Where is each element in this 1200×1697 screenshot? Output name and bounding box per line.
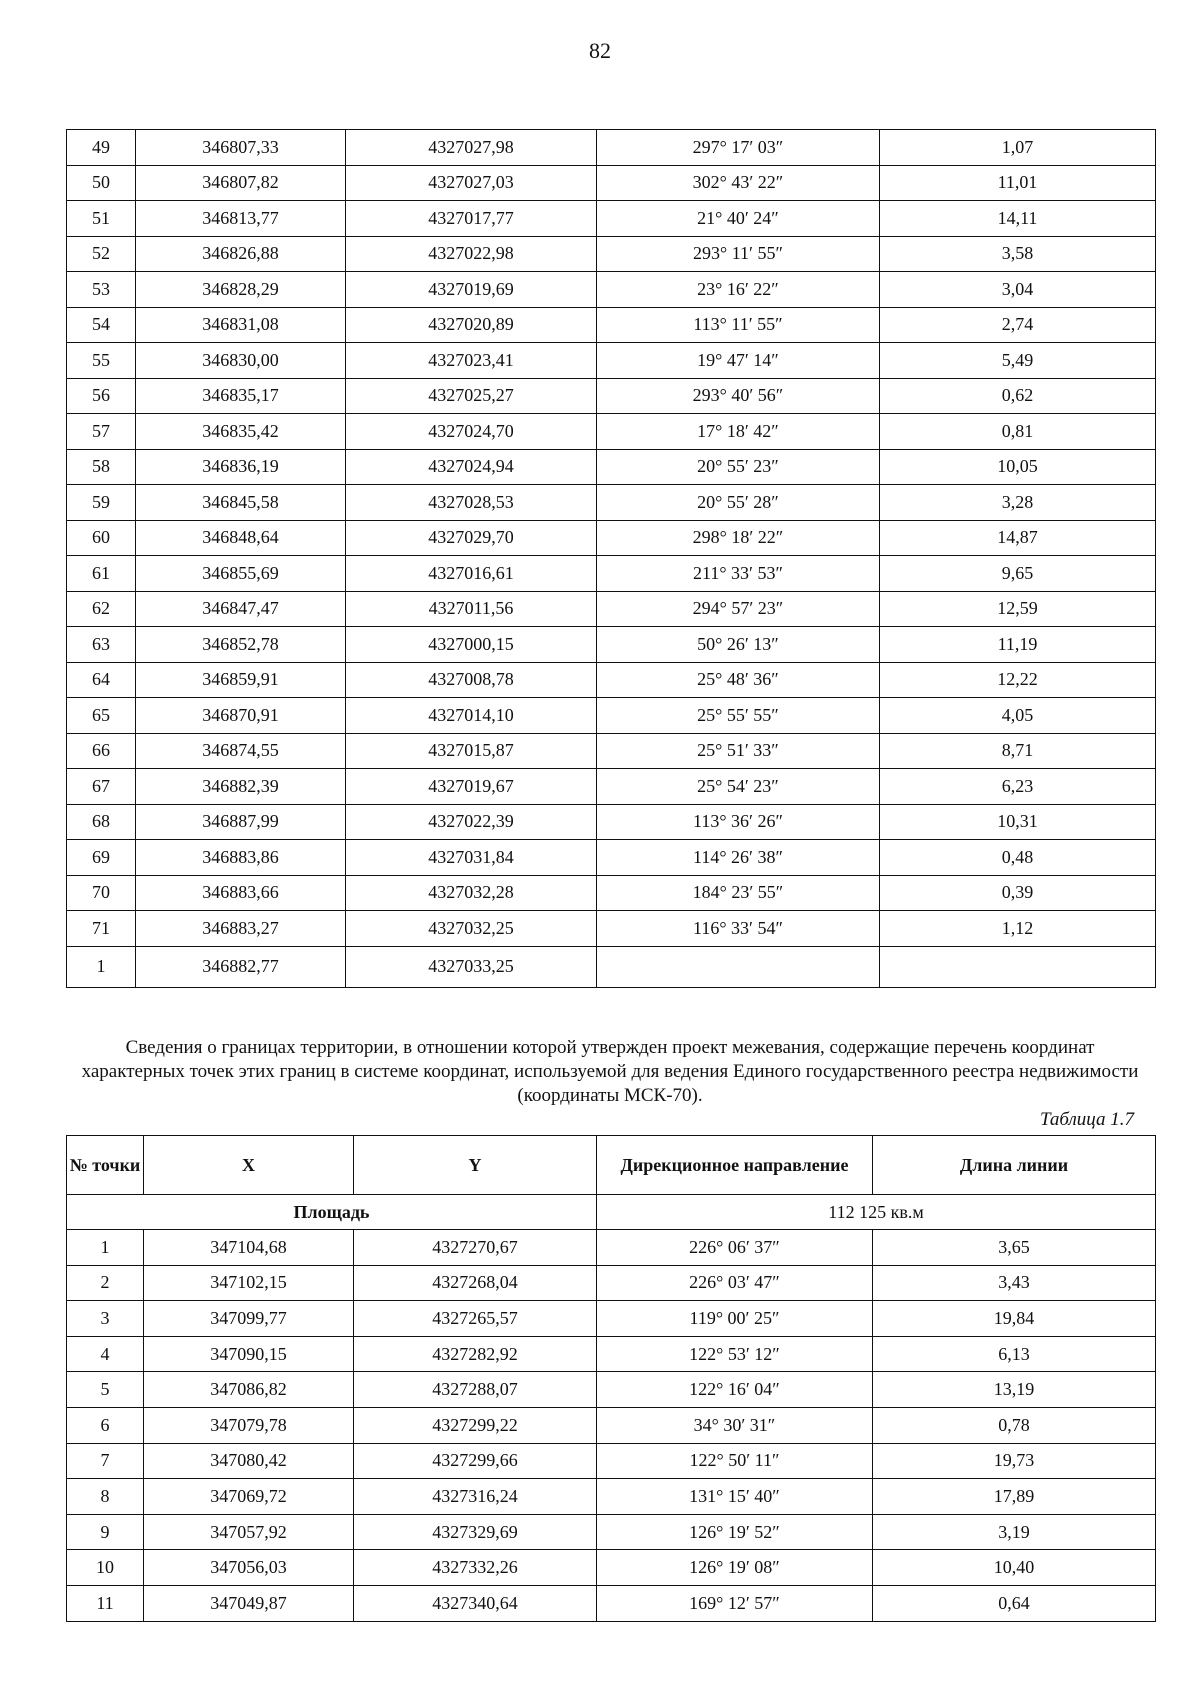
cell-y: 4327265,57 <box>354 1301 597 1337</box>
cell-point-number: 51 <box>67 201 136 237</box>
cell-x: 347090,15 <box>144 1336 354 1372</box>
cell-y: 4327027,98 <box>346 130 597 166</box>
cell-x: 347069,72 <box>144 1479 354 1515</box>
cell-direction: 184° 23′ 55″ <box>597 875 880 911</box>
cell-y: 4327025,27 <box>346 378 597 414</box>
table-row <box>67 1336 1156 1372</box>
cell-direction: 20° 55′ 28″ <box>597 485 880 521</box>
cell-x: 346870,91 <box>136 698 346 734</box>
cell-y: 4327020,89 <box>346 307 597 343</box>
cell-y: 4327015,87 <box>346 733 597 769</box>
cell-point-number: 64 <box>67 662 136 698</box>
cell-point-number: 63 <box>67 627 136 663</box>
cell-length: 5,49 <box>880 343 1156 379</box>
cell-point-number: 1 <box>67 1230 144 1266</box>
table-row <box>67 165 1156 201</box>
cell-direction: 131° 15′ 40″ <box>597 1479 873 1515</box>
cell-point-number: 57 <box>67 414 136 450</box>
cell-x: 346847,47 <box>136 591 346 627</box>
cell-length: 17,89 <box>873 1479 1156 1515</box>
cell-length: 0,64 <box>873 1585 1156 1621</box>
table-row <box>67 840 1156 876</box>
cell-x: 347086,82 <box>144 1372 354 1408</box>
cell-x: 346845,58 <box>136 485 346 521</box>
cell-direction: 122° 53′ 12″ <box>597 1336 873 1372</box>
area-label: Площадь <box>67 1195 597 1230</box>
cell-y: 4327024,70 <box>346 414 597 450</box>
cell-x: 347079,78 <box>144 1407 354 1443</box>
cell-point-number: 59 <box>67 485 136 521</box>
cell-x: 346882,77 <box>136 946 346 987</box>
cell-direction: 23° 16′ 22″ <box>597 272 880 308</box>
table-row <box>67 378 1156 414</box>
table-row <box>67 1443 1156 1479</box>
table-row <box>67 1514 1156 1550</box>
cell-length: 10,05 <box>880 449 1156 485</box>
table-row <box>67 733 1156 769</box>
cell-y: 4327028,53 <box>346 485 597 521</box>
cell-direction: 113° 11′ 55″ <box>597 307 880 343</box>
cell-x: 346855,69 <box>136 556 346 592</box>
table-row <box>67 804 1156 840</box>
cell-x: 346826,88 <box>136 236 346 272</box>
cell-length: 12,59 <box>880 591 1156 627</box>
table-row <box>67 1585 1156 1621</box>
table-row <box>67 698 1156 734</box>
cell-y: 4327023,41 <box>346 343 597 379</box>
cell-y: 4327022,98 <box>346 236 597 272</box>
cell-x: 346883,86 <box>136 840 346 876</box>
cell-y: 4327268,04 <box>354 1265 597 1301</box>
cell-direction: 169° 12′ 57″ <box>597 1585 873 1621</box>
table-row <box>67 1550 1156 1586</box>
cell-direction: 226° 03′ 47″ <box>597 1265 873 1301</box>
cell-y: 4327029,70 <box>346 520 597 556</box>
cell-y: 4327288,07 <box>354 1372 597 1408</box>
cell-point-number: 5 <box>67 1372 144 1408</box>
cell-point-number: 56 <box>67 378 136 414</box>
cell-point-number: 61 <box>67 556 136 592</box>
cell-direction: 114° 26′ 38″ <box>597 840 880 876</box>
cell-length: 0,62 <box>880 378 1156 414</box>
table-row <box>67 591 1156 627</box>
cell-point-number: 4 <box>67 1336 144 1372</box>
cell-point-number: 60 <box>67 520 136 556</box>
table-row <box>67 414 1156 450</box>
cell-x: 347057,92 <box>144 1514 354 1550</box>
cell-direction: 126° 19′ 08″ <box>597 1550 873 1586</box>
cell-direction: 116° 33′ 54″ <box>597 911 880 947</box>
cell-length: 8,71 <box>880 733 1156 769</box>
cell-point-number: 52 <box>67 236 136 272</box>
header-y: Y <box>354 1136 597 1195</box>
cell-y: 4327329,69 <box>354 1514 597 1550</box>
cell-x: 347102,15 <box>144 1265 354 1301</box>
cell-direction: 302° 43′ 22″ <box>597 165 880 201</box>
cell-x: 346807,82 <box>136 165 346 201</box>
table-row <box>67 485 1156 521</box>
cell-y: 4327016,61 <box>346 556 597 592</box>
cell-length: 4,05 <box>880 698 1156 734</box>
cell-length: 11,19 <box>880 627 1156 663</box>
table-row <box>67 307 1156 343</box>
cell-y: 4327332,26 <box>354 1550 597 1586</box>
cell-direction: 17° 18′ 42″ <box>597 414 880 450</box>
table-row <box>67 1230 1156 1266</box>
cell-length: 14,87 <box>880 520 1156 556</box>
cell-length: 3,65 <box>873 1230 1156 1266</box>
header-line-length: Длина линии <box>873 1136 1156 1195</box>
cell-point-number: 10 <box>67 1550 144 1586</box>
cell-point-number: 55 <box>67 343 136 379</box>
cell-x: 347049,87 <box>144 1585 354 1621</box>
cell-x: 346882,39 <box>136 769 346 805</box>
cell-point-number: 2 <box>67 1265 144 1301</box>
cell-direction: 294° 57′ 23″ <box>597 591 880 627</box>
cell-point-number: 70 <box>67 875 136 911</box>
cell-y: 4327316,24 <box>354 1479 597 1515</box>
cell-y: 4327011,56 <box>346 591 597 627</box>
cell-y: 4327032,28 <box>346 875 597 911</box>
table-row <box>67 1301 1156 1337</box>
cell-length: 6,13 <box>873 1336 1156 1372</box>
cell-point-number: 53 <box>67 272 136 308</box>
cell-y: 4327270,67 <box>354 1230 597 1266</box>
coordinates-table-continued <box>66 129 1156 988</box>
cell-length: 9,65 <box>880 556 1156 592</box>
cell-length: 19,73 <box>873 1443 1156 1479</box>
cell-length: 0,81 <box>880 414 1156 450</box>
cell-direction: 119° 00′ 25″ <box>597 1301 873 1337</box>
cell-point-number: 9 <box>67 1514 144 1550</box>
cell-length: 3,43 <box>873 1265 1156 1301</box>
cell-length: 6,23 <box>880 769 1156 805</box>
cell-x: 346831,08 <box>136 307 346 343</box>
header-point-number: № точки <box>67 1136 144 1195</box>
cell-x: 346835,42 <box>136 414 346 450</box>
cell-direction: 50° 26′ 13″ <box>597 627 880 663</box>
cell-y: 4327282,92 <box>354 1336 597 1372</box>
table-row <box>67 520 1156 556</box>
cell-length: 0,39 <box>880 875 1156 911</box>
cell-x: 346828,29 <box>136 272 346 308</box>
cell-length: 3,28 <box>880 485 1156 521</box>
cell-direction: 226° 06′ 37″ <box>597 1230 873 1266</box>
cell-direction: 25° 48′ 36″ <box>597 662 880 698</box>
table-row <box>67 911 1156 947</box>
cell-direction: 126° 19′ 52″ <box>597 1514 873 1550</box>
cell-y: 4327299,66 <box>354 1443 597 1479</box>
header-direction: Дирекционное направление <box>597 1136 873 1195</box>
cell-point-number: 58 <box>67 449 136 485</box>
cell-y: 4327014,10 <box>346 698 597 734</box>
cell-direction: 25° 51′ 33″ <box>597 733 880 769</box>
cell-length: 12,22 <box>880 662 1156 698</box>
cell-length <box>880 946 1156 987</box>
cell-point-number: 11 <box>67 1585 144 1621</box>
table-row <box>67 769 1156 805</box>
cell-y: 4327008,78 <box>346 662 597 698</box>
cell-length: 0,78 <box>873 1407 1156 1443</box>
cell-point-number: 7 <box>67 1443 144 1479</box>
cell-x: 346874,55 <box>136 733 346 769</box>
cell-length: 1,12 <box>880 911 1156 947</box>
cell-direction: 211° 33′ 53″ <box>597 556 880 592</box>
cell-x: 347099,77 <box>144 1301 354 1337</box>
table-row <box>67 236 1156 272</box>
cell-point-number: 67 <box>67 769 136 805</box>
table-row <box>67 343 1156 379</box>
cell-x: 346835,17 <box>136 378 346 414</box>
table-row <box>67 946 1156 987</box>
cell-x: 346813,77 <box>136 201 346 237</box>
cell-x: 346852,78 <box>136 627 346 663</box>
cell-length: 3,19 <box>873 1514 1156 1550</box>
table-row <box>67 627 1156 663</box>
cell-x: 347056,03 <box>144 1550 354 1586</box>
cell-y: 4327027,03 <box>346 165 597 201</box>
cell-y: 4327017,77 <box>346 201 597 237</box>
table-row <box>67 875 1156 911</box>
cell-y: 4327032,25 <box>346 911 597 947</box>
area-row <box>67 1195 1156 1230</box>
cell-point-number: 65 <box>67 698 136 734</box>
table-row <box>67 1265 1156 1301</box>
cell-direction: 293° 11′ 55″ <box>597 236 880 272</box>
cell-direction <box>597 946 880 987</box>
cell-direction: 122° 16′ 04″ <box>597 1372 873 1408</box>
cell-direction: 113° 36′ 26″ <box>597 804 880 840</box>
table-row <box>67 449 1156 485</box>
table-header-row <box>67 1136 1156 1195</box>
coordinates-table-1-7 <box>66 1135 1156 1622</box>
cell-direction: 25° 55′ 55″ <box>597 698 880 734</box>
table-caption: Сведения о границах территории, в отношении которой утвержден проект межевания, содержащие перечень координат характерных точек этих границ в системе координат, используемой для ведения Единого государственного реестра недвижимости (координаты МСК-70). <box>81 1037 1139 1106</box>
cell-direction: 21° 40′ 24″ <box>597 201 880 237</box>
cell-length: 10,31 <box>880 804 1156 840</box>
cell-y: 4327019,69 <box>346 272 597 308</box>
cell-length: 1,07 <box>880 130 1156 166</box>
cell-length: 3,58 <box>880 236 1156 272</box>
cell-direction: 20° 55′ 23″ <box>597 449 880 485</box>
cell-point-number: 54 <box>67 307 136 343</box>
cell-y: 4327299,22 <box>354 1407 597 1443</box>
table-row <box>67 1372 1156 1408</box>
cell-direction: 34° 30′ 31″ <box>597 1407 873 1443</box>
cell-y: 4327033,25 <box>346 946 597 987</box>
cell-direction: 298° 18′ 22″ <box>597 520 880 556</box>
cell-y: 4327000,15 <box>346 627 597 663</box>
cell-point-number: 3 <box>67 1301 144 1337</box>
cell-x: 346883,66 <box>136 875 346 911</box>
cell-direction: 293° 40′ 56″ <box>597 378 880 414</box>
cell-point-number: 1 <box>67 946 136 987</box>
table-row <box>67 662 1156 698</box>
cell-y: 4327022,39 <box>346 804 597 840</box>
table-row <box>67 1479 1156 1515</box>
cell-length: 0,48 <box>880 840 1156 876</box>
cell-x: 346848,64 <box>136 520 346 556</box>
cell-point-number: 50 <box>67 165 136 201</box>
table-row <box>67 1407 1156 1443</box>
cell-point-number: 6 <box>67 1407 144 1443</box>
cell-x: 346859,91 <box>136 662 346 698</box>
cell-length: 11,01 <box>880 165 1156 201</box>
header-x: X <box>144 1136 354 1195</box>
cell-point-number: 8 <box>67 1479 144 1515</box>
cell-direction: 297° 17′ 03″ <box>597 130 880 166</box>
table-number-label: Таблица 1.7 <box>1040 1109 1134 1130</box>
cell-point-number: 69 <box>67 840 136 876</box>
cell-length: 10,40 <box>873 1550 1156 1586</box>
cell-length: 3,04 <box>880 272 1156 308</box>
cell-y: 4327019,67 <box>346 769 597 805</box>
cell-x: 347104,68 <box>144 1230 354 1266</box>
table-row <box>67 556 1156 592</box>
cell-x: 346836,19 <box>136 449 346 485</box>
cell-x: 346883,27 <box>136 911 346 947</box>
cell-y: 4327024,94 <box>346 449 597 485</box>
table-row <box>67 130 1156 166</box>
cell-direction: 25° 54′ 23″ <box>597 769 880 805</box>
cell-point-number: 62 <box>67 591 136 627</box>
table-row <box>67 272 1156 308</box>
cell-y: 4327340,64 <box>354 1585 597 1621</box>
cell-y: 4327031,84 <box>346 840 597 876</box>
cell-point-number: 49 <box>67 130 136 166</box>
cell-x: 346887,99 <box>136 804 346 840</box>
area-value: 112 125 кв.м <box>597 1195 1156 1230</box>
cell-point-number: 68 <box>67 804 136 840</box>
cell-point-number: 71 <box>67 911 136 947</box>
cell-length: 19,84 <box>873 1301 1156 1337</box>
cell-length: 2,74 <box>880 307 1156 343</box>
cell-x: 346830,00 <box>136 343 346 379</box>
cell-point-number: 66 <box>67 733 136 769</box>
cell-length: 13,19 <box>873 1372 1156 1408</box>
cell-length: 14,11 <box>880 201 1156 237</box>
page-number: 82 <box>589 38 611 63</box>
table-row <box>67 201 1156 237</box>
cell-direction: 19° 47′ 14″ <box>597 343 880 379</box>
cell-direction: 122° 50′ 11″ <box>597 1443 873 1479</box>
cell-x: 346807,33 <box>136 130 346 166</box>
cell-x: 347080,42 <box>144 1443 354 1479</box>
